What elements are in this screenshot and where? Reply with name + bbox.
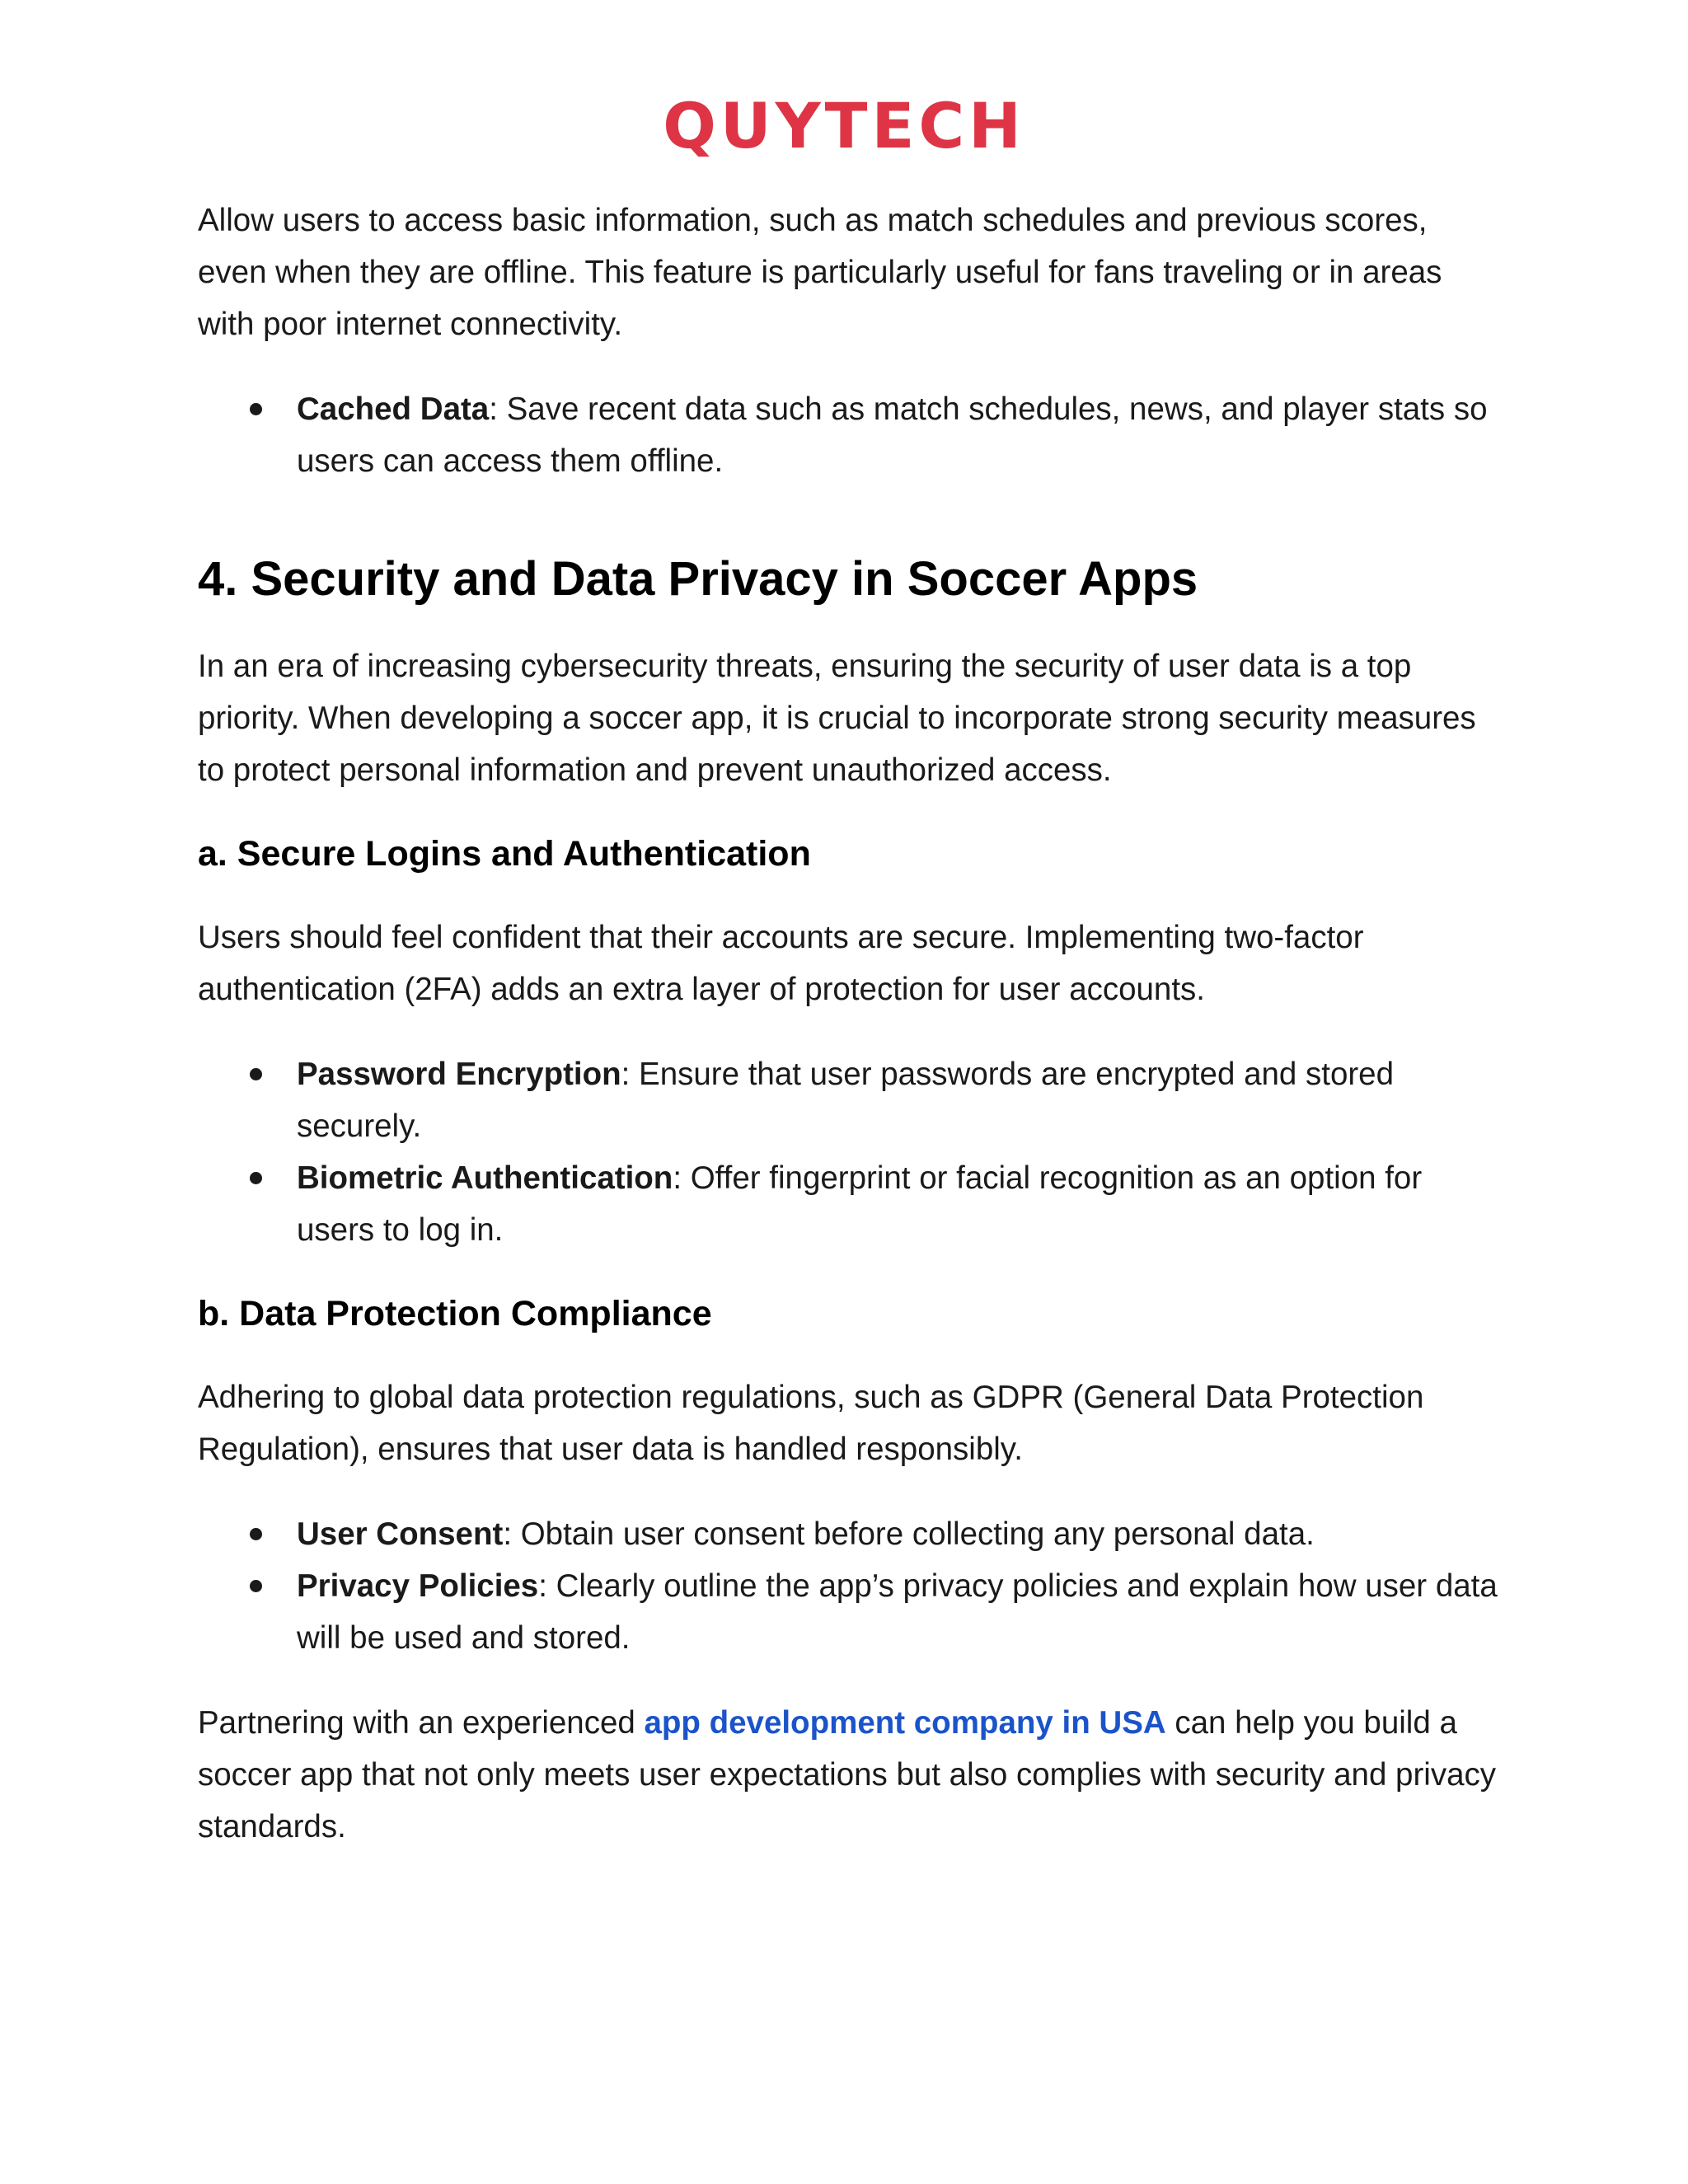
- section-paragraph: In an era of increasing cybersecurity threats, ensuring the security of user data is a top priority. When developing a soccer app, it is crucial to incorporate strong security measures to protect personal information and prevent unauthorized access.: [198, 649, 1476, 788]
- list-item: [297, 383, 1500, 487]
- closing-paragraph: [198, 1697, 1500, 1853]
- list-item: [297, 1048, 1500, 1152]
- bullet-desc: : Clearly outline the app’s privacy policies and explain how user data will be used and stored.: [297, 1568, 1498, 1656]
- subsection-b-bullet-list: [198, 1508, 1500, 1664]
- bullet-icon: [250, 1580, 262, 1592]
- subsection-a-bullet-list: [198, 1048, 1500, 1256]
- bullet-term: Biometric Authentication: [297, 1160, 673, 1196]
- bullet-icon: [250, 403, 262, 415]
- subsection-b-paragraph: Adhering to global data protection regulations, such as GDPR (General Data Protection Regulation), ensures that user data is handled responsibly.: [198, 1380, 1424, 1467]
- bullet-icon: [250, 1068, 262, 1080]
- list-item: [297, 1508, 1500, 1560]
- document-content: [198, 194, 1500, 1886]
- bullet-desc: : Offer fingerprint or facial recognition as an option for users to log in.: [297, 1160, 1423, 1248]
- bullet-desc: : Save recent data such as match schedules, news, and player stats so users can access them offline.: [297, 391, 1488, 479]
- app-development-company-link[interactable]: app development company in USA: [644, 1705, 1166, 1741]
- bullet-term: Password Encryption: [297, 1057, 621, 1092]
- subsection-heading-b: b. Data Protection Compliance: [198, 1294, 712, 1333]
- section-heading: 4. Security and Data Privacy in Soccer Apps: [198, 552, 1198, 606]
- quytech-logo: QUYTECH: [663, 89, 1025, 162]
- subsection-heading-a: a. Secure Logins and Authentication: [198, 834, 811, 874]
- bullet-desc: : Ensure that user passwords are encrypted and stored securely.: [297, 1057, 1395, 1144]
- bullet-desc: : Obtain user consent before collecting any personal data.: [503, 1516, 1315, 1552]
- closing-text-before: Partnering with an experienced: [198, 1705, 645, 1741]
- subsection-a-paragraph: Users should feel confident that their accounts are secure. Implementing two-factor authentication (2FA) adds an extra layer of protection for user accounts.: [198, 920, 1364, 1007]
- bullet-term: Cached Data: [297, 391, 490, 427]
- bullet-icon: [250, 1172, 262, 1184]
- closing-text-after: can help you build a soccer app that not only meets user expectations but also complies with security and privacy standards.: [198, 1705, 1497, 1844]
- intro-paragraph: Allow users to access basic information, such as match schedules and previous scores, even when they are offline. This feature is particularly useful for fans traveling or in areas with poor internet connectivity.: [198, 203, 1442, 342]
- bullet-term: Privacy Policies: [297, 1568, 539, 1604]
- intro-bullet-list: [198, 383, 1500, 487]
- bullet-term: User Consent: [297, 1516, 504, 1552]
- list-item: [297, 1152, 1500, 1256]
- list-item: [297, 1560, 1500, 1664]
- bullet-icon: [250, 1528, 262, 1540]
